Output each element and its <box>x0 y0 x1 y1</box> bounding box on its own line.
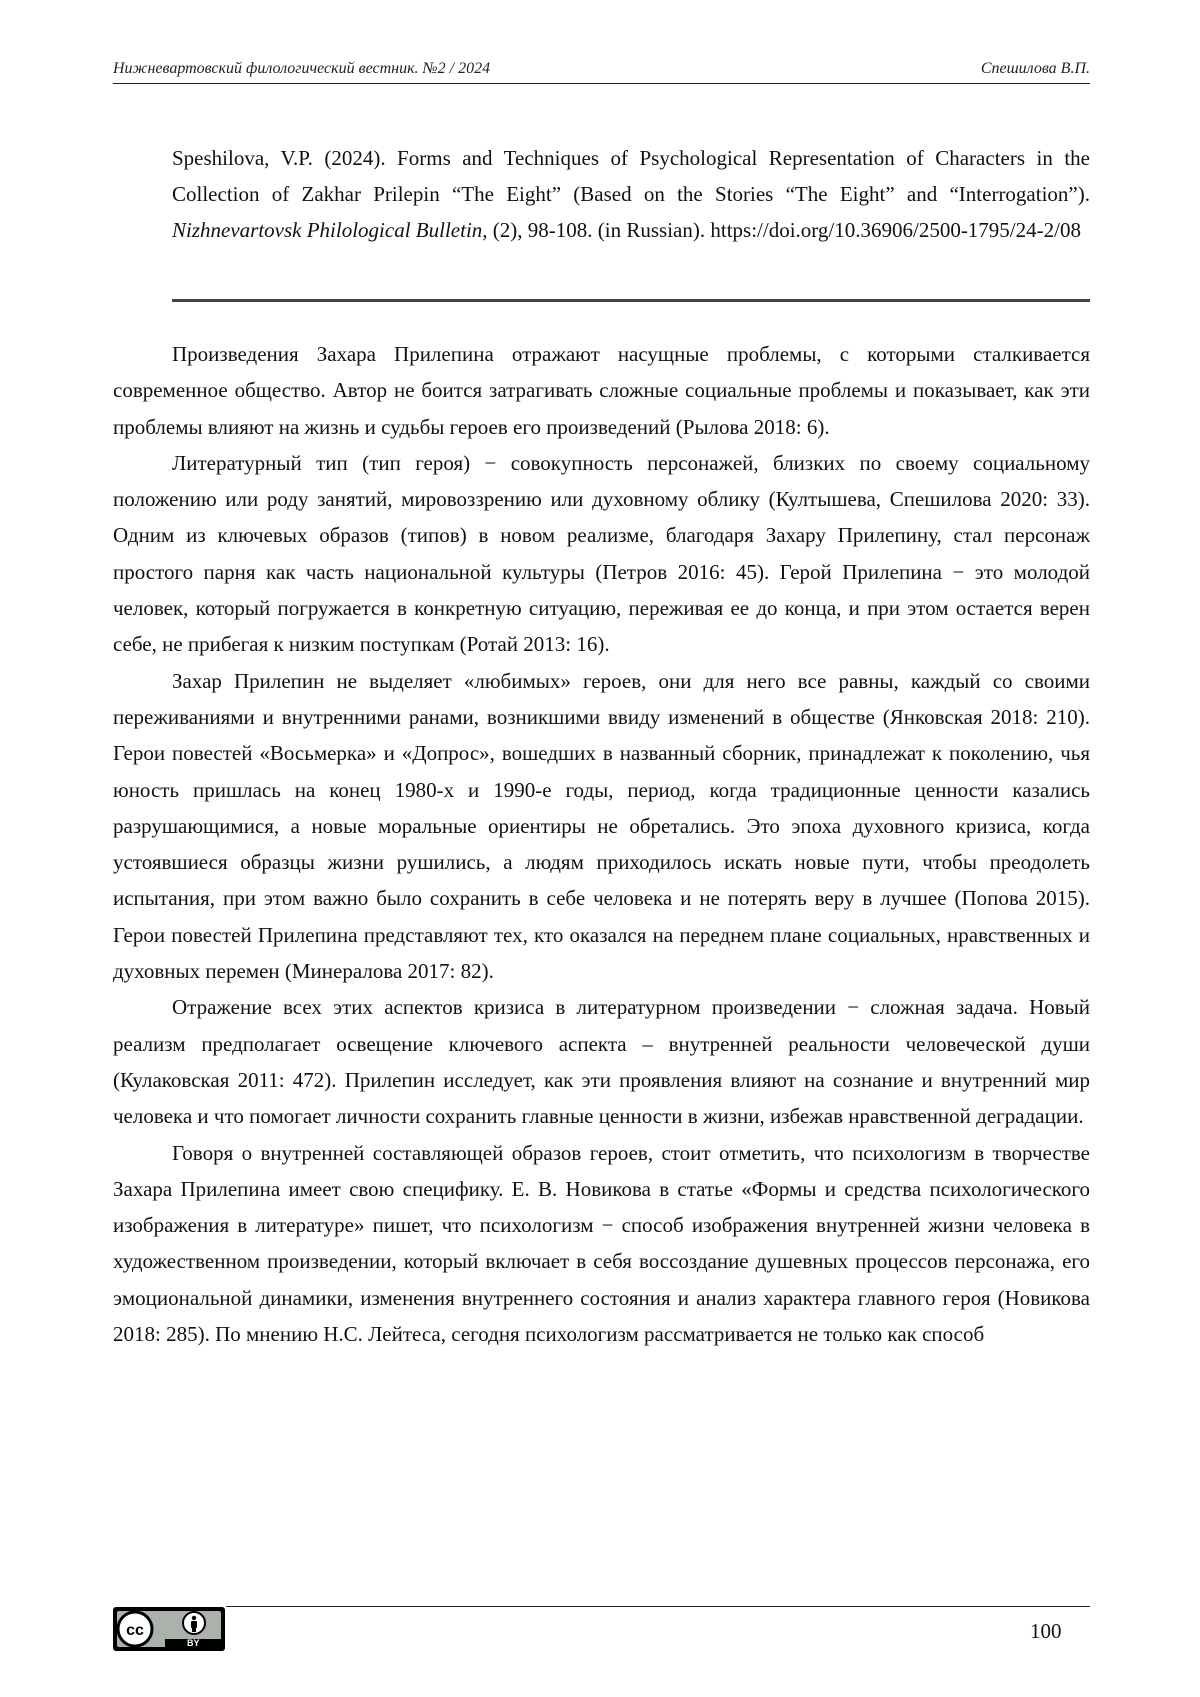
license-label: BY <box>187 1638 200 1648</box>
header-divider <box>113 83 1090 84</box>
citation-journal: Nizhnevartovsk Philological Bulletin, <box>172 218 488 242</box>
body-paragraph: Литературный тип (тип героя) − совокупность персонажей, близких по своему социальному положению или роду занятий, мировоззрению или духовному облику (Култышева, Спешилова 2020: 33). Одним из ключевых образов (типов) в новом реализме, благодаря Захару Прилепину, стал персонаж простого парня как часть национальной культуры (Петров 2016: 45). Герой Прилепина − это молодой человек, который погружается в конкретную ситуацию, переживая ее до конца, и при этом остается верен себе, не прибегая к низким поступкам (Ротай 2013: 16). <box>113 450 1090 657</box>
license-strip <box>165 1639 223 1649</box>
citation-text-start: Speshilova, V.P. (2024). Forms and Techniques of Psychological Representation of Characters in the Collection of Zakhar Prilepin “The Eight” (Based on the Stories “The Eight” and “Interrogation”). <box>172 146 1090 206</box>
body-paragraph: Отражение всех этих аспектов кризиса в литературном произведении − сложная задача. Новый реализм предполагает освещение ключевого аспекта – внутренней реальности человеческой души (Кулаковская 2011: 472). Прилепин исследует, как эти проявления влияют на сознание и внутренний мир человека и что помогает личности сохранить главные ценности в жизни, избежав нравственной деградации. <box>113 995 1090 1129</box>
body-paragraph: Захар Прилепин не выделяет «любимых» героев, они для него все равны, каждый со своими переживаниями и внутренними ранами, возникшими ввиду изменений в обществе (Янковская 2018: 210). Герои повестей «Восьмерка» и «Допрос», вошедших в названный сборник, принадлежат к поколению, чья юность пришлась на конец 1980-х и 1990-е годы, период, когда традиционные ценности казались разрушающимися, а новые моральные ориентиры не обретались. Это эпоха духовного кризиса, когда устоявшиеся образцы жизни рушились, а людям приходилось искать новые пути, чтобы преодолеть испытания, при этом важно было сохранить в себе человека и не потерять веру в лучшее (Попова 2015). Герои повестей Прилепина представляют тех, кто оказался на переднем плане социальных, нравственных и духовных перемен (Минералова 2017: 82). <box>113 668 1090 984</box>
body-paragraph: Произведения Захара Прилепина отражают насущные проблемы, с которыми сталкивается современное общество. Автор не боится затрагивать сложные социальные проблемы и показывает, как эти проблемы влияют на жизнь и судьбы героев его произведений (Рылова 2018: 6). <box>113 342 1090 439</box>
page-number: 100 <box>1030 1619 1062 1643</box>
cc-by-license-badge <box>113 1607 225 1651</box>
article-body <box>113 336 1090 1352</box>
citation-divider <box>172 299 1090 302</box>
citation-text-end: (2), 98-108. (in Russian). https://doi.org/10.36906/2500-1795/24-2/08 <box>487 218 1081 242</box>
body-paragraph: Говоря о внутренней составляющей образов героев, стоит отметить, что психологизм в творчестве Захара Прилепина имеет свою специфику. Е. В. Новикова в статье «Формы и средства психологического изображения в литературе» пишет, что психологизм − способ изображения внутренней жизни человека в художественном произведении, который включает в себя воссоздание душевных процессов персонажа, его эмоциональной динамики, изменения внутреннего состояния и анализ характера главного героя (Новикова 2018: 285). По мнению Н.С. Лейтеса, сегодня психологизм рассматривается не только как способ <box>113 1140 1090 1347</box>
svg-text:cc: cc <box>126 1622 144 1639</box>
footer-divider <box>226 1606 1090 1607</box>
citation-block <box>172 140 1090 248</box>
header-journal-title: Нижневартовский филологический вестник. №2 / 2024 <box>113 60 491 77</box>
header-author: Спешилова В.П. <box>980 60 1090 77</box>
